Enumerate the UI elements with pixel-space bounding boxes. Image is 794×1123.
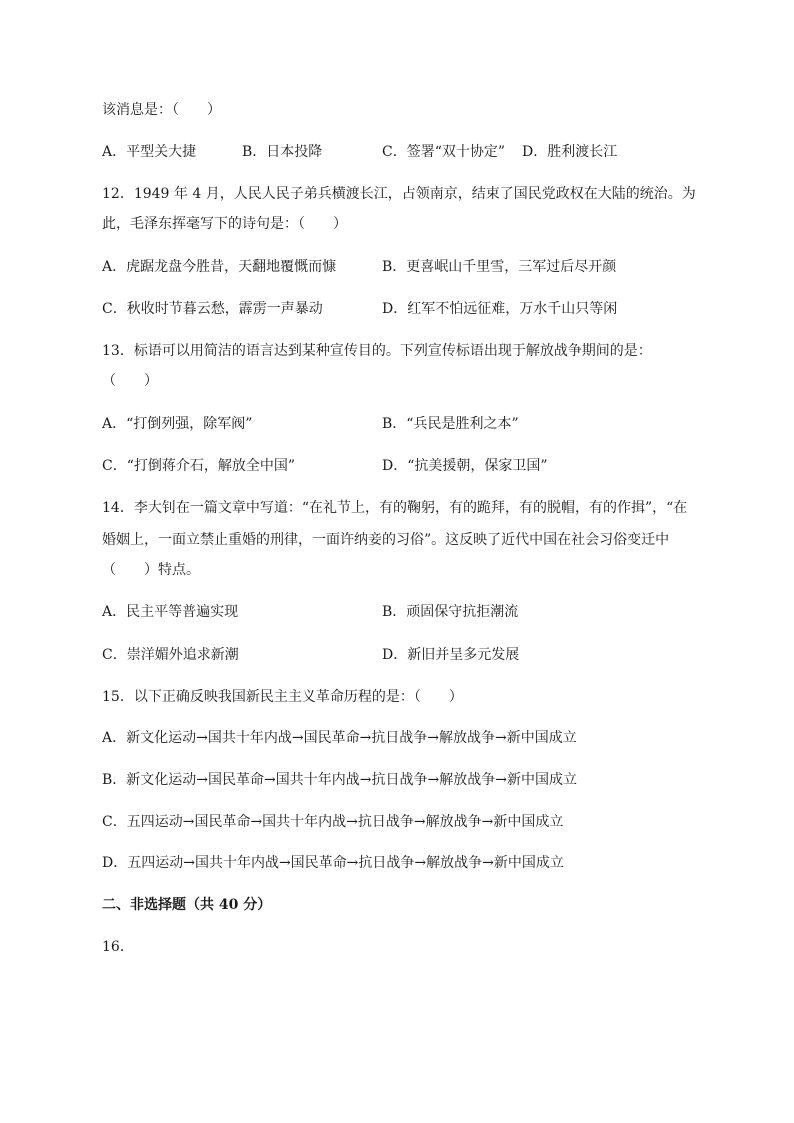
q15-option-b: B．新文化运动→国民革命→国共十年内战→抗日战争→解放战争→新中国成立 — [102, 772, 577, 788]
q15-stem: 15．以下正确反映我国新民主主义革命历程的是：（ ） — [102, 689, 463, 705]
q15-option-d: D．五四运动→国共十年内战→国民革命→抗日战争→解放战争→新中国成立 — [102, 855, 564, 871]
q14-stem-line1: 14．李大钊在一篇文章中写道：“在礼节上，有的鞠躬，有的跪拜，有的脱帽，有的作揖”，“在 — [102, 500, 688, 516]
q15-option-a: A．新文化运动→国共十年内战→国民革命→抗日战争→解放战争→新中国成立 — [102, 730, 577, 746]
q14-option-d: D．新旧并呈多元发展 — [382, 647, 520, 663]
q14-option-a: A．民主平等普遍实现 — [102, 604, 239, 620]
q13-option-d: D．“抗美援朝，保家卫国” — [382, 458, 548, 474]
q12-stem-line2: 此，毛泽东挥毫写下的诗句是：（ ） — [102, 216, 347, 232]
q11-option-d: D．胜利渡长江 — [522, 144, 618, 160]
q13-stem-line2: （ ） — [102, 373, 158, 389]
q12-option-b: B．更喜岷山千里雪，三军过后尽开颜 — [382, 259, 617, 275]
q13-option-b: B．“兵民是胜利之本” — [382, 416, 519, 432]
q12-stem-line1: 12．1949 年 4 月，人民人民子弟兵横渡长江，占领南京，结束了国民党政权在大陆的统治。为 — [102, 186, 696, 202]
q12-option-c: C．秋收时节暮云愁，霹雳一声暴动 — [102, 301, 323, 317]
q14-stem-line3: （ ）特点。 — [102, 562, 200, 578]
q16-number: 16． — [102, 939, 134, 955]
q11-option-c: C．签署“双十协定” — [382, 144, 506, 160]
q15-option-c: C．五四运动→国民革命→国共十年内战→抗日战争→解放战争→新中国成立 — [102, 814, 564, 830]
q11-option-a: A．平型关大捷 — [102, 144, 197, 160]
q13-option-a: A．“打倒列强，除军阀” — [102, 416, 253, 432]
q13-option-c: C．“打倒蒋介石，解放全中国” — [102, 458, 296, 474]
q14-stem-line2: 婚姻上，一面立禁止重婚的刑律，一面许纳妾的习俗”。这反映了近代中国在社会习俗变迁中 — [102, 532, 670, 548]
q14-option-b: B．顽固保守抗拒潮流 — [382, 604, 519, 620]
q11-option-b: B．日本投降 — [242, 144, 323, 160]
q13-stem-line1: 13．标语可以用简洁的语言达到某种宣传目的。下列宣传标语出现于解放战争期间的是： — [102, 343, 652, 359]
q11-stem-tail: 该消息是：（ ） — [102, 102, 221, 118]
q14-option-c: C．崇洋媚外追求新潮 — [102, 647, 239, 663]
section-heading: 二、非选择题（共 40 分） — [102, 897, 272, 913]
q12-option-a: A．虎踞龙盘今胜昔，天翻地覆慨而慷 — [102, 259, 337, 275]
q12-option-d: D．红军不怕远征难，万水千山只等闲 — [382, 301, 618, 317]
